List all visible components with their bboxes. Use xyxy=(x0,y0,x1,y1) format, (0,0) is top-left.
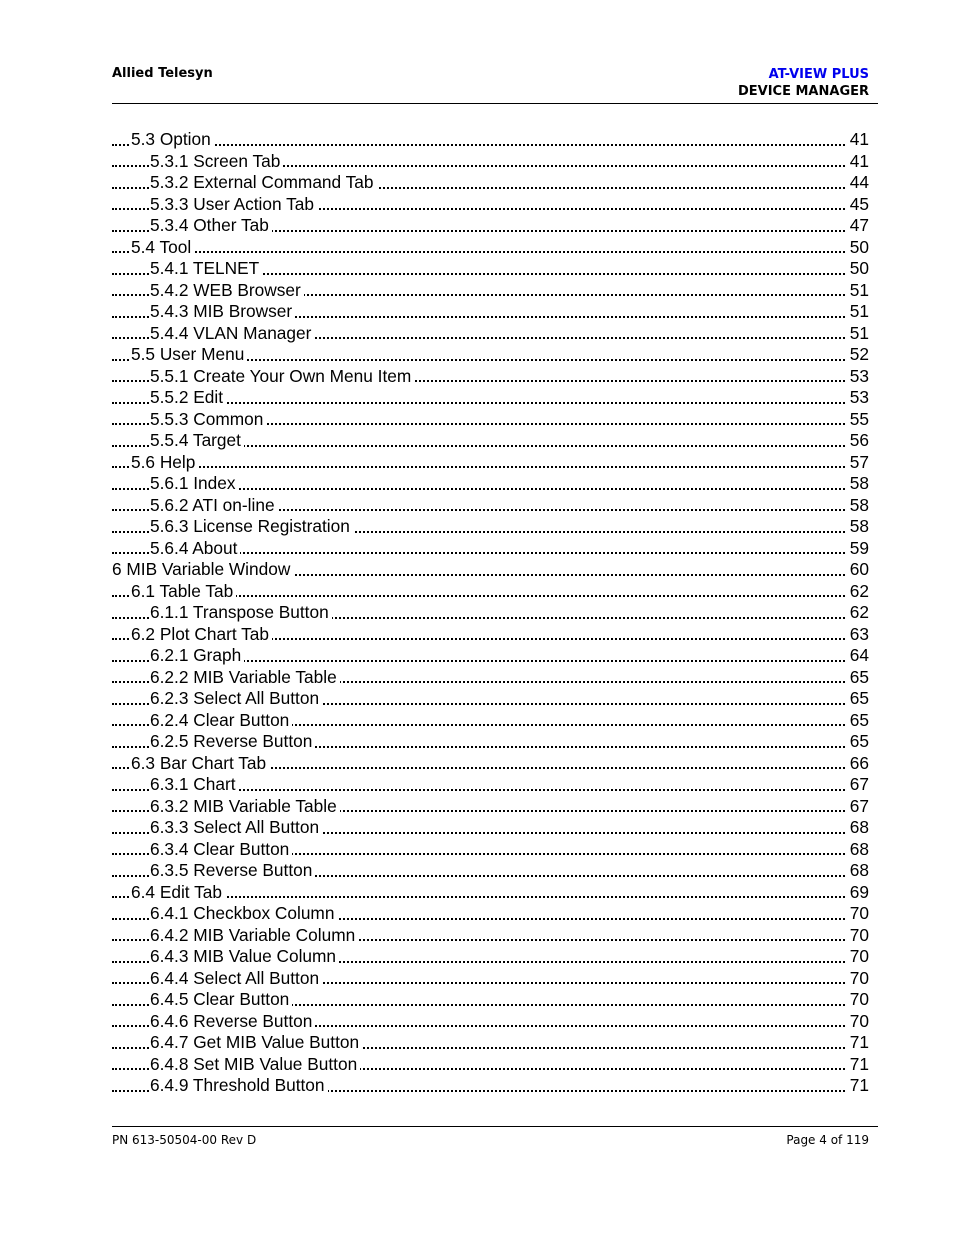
part-number: PN 613-50504-00 Rev D xyxy=(112,1133,257,1147)
toc-entry-page: 70 xyxy=(846,946,869,968)
toc-entry-page: 68 xyxy=(846,817,869,839)
toc-entry-page: 66 xyxy=(846,753,869,775)
toc-entry[interactable] xyxy=(112,710,869,732)
toc-entry-label: 6 MIB Variable Window xyxy=(112,559,293,579)
toc-entry-label: 5.5.3 Common xyxy=(150,409,266,429)
toc-entry-page: 44 xyxy=(846,172,869,194)
toc-entry[interactable] xyxy=(112,452,869,474)
toc-entry[interactable] xyxy=(112,774,869,796)
toc-entry-label: 5.5.2 Edit xyxy=(150,387,226,407)
toc-entry[interactable] xyxy=(112,581,869,603)
toc-entry[interactable] xyxy=(112,323,869,345)
toc-entry[interactable] xyxy=(112,839,869,861)
toc-entry-page: 70 xyxy=(846,903,869,925)
toc-entry[interactable] xyxy=(112,1011,869,1033)
toc-entry-label: 5.3.2 External Command Tab xyxy=(150,172,377,192)
toc-entry[interactable] xyxy=(112,172,869,194)
toc-entry[interactable] xyxy=(112,731,869,753)
toc-entry-page: 65 xyxy=(846,731,869,753)
toc-entry-page: 71 xyxy=(846,1075,869,1097)
toc-entry-page: 71 xyxy=(846,1054,869,1076)
toc-entry[interactable] xyxy=(112,258,869,280)
toc-entry[interactable] xyxy=(112,903,869,925)
table-of-contents xyxy=(112,129,869,1097)
toc-entry[interactable] xyxy=(112,151,869,173)
toc-entry-label: 5.3.1 Screen Tab xyxy=(150,151,283,171)
toc-entry-label: 6.4.9 Threshold Button xyxy=(150,1075,328,1095)
toc-entry-page: 41 xyxy=(846,129,869,151)
toc-entry[interactable] xyxy=(112,559,869,581)
toc-entry-label: 5.6 Help xyxy=(131,452,198,472)
toc-entry-page: 70 xyxy=(846,1011,869,1033)
toc-entry-label: 6.3.4 Clear Button xyxy=(150,839,292,859)
toc-entry-label: 6.3.1 Chart xyxy=(150,774,239,794)
toc-entry-label: 6.3.2 MIB Variable Table xyxy=(150,796,340,816)
toc-entry[interactable] xyxy=(112,366,869,388)
toc-entry-label: 6.1.1 Transpose Button xyxy=(150,602,332,622)
toc-leader-dots xyxy=(112,896,869,898)
toc-entry-page: 53 xyxy=(846,387,869,409)
toc-entry-page: 41 xyxy=(846,151,869,173)
toc-leader-dots xyxy=(112,144,869,146)
toc-entry-label: 5.4 Tool xyxy=(131,237,194,257)
toc-entry[interactable] xyxy=(112,817,869,839)
toc-entry[interactable] xyxy=(112,602,869,624)
toc-entry-page: 67 xyxy=(846,796,869,818)
toc-entry-page: 55 xyxy=(846,409,869,431)
product-subtitle: DEVICE MANAGER xyxy=(737,84,869,99)
toc-entry-page: 62 xyxy=(846,602,869,624)
toc-entry-page: 51 xyxy=(846,323,869,345)
toc-entry-label: 6.4.3 MIB Value Column xyxy=(150,946,339,966)
toc-entry[interactable] xyxy=(112,860,869,882)
toc-entry[interactable] xyxy=(112,301,869,323)
toc-entry-label: 6.2.4 Clear Button xyxy=(150,710,292,730)
toc-entry[interactable] xyxy=(112,538,869,560)
toc-entry-label: 6.4.5 Clear Button xyxy=(150,989,292,1009)
toc-entry-page: 65 xyxy=(846,710,869,732)
toc-entry-label: 6.4.6 Reverse Button xyxy=(150,1011,315,1031)
toc-entry[interactable] xyxy=(112,688,869,710)
toc-entry-label: 6.3.5 Reverse Button xyxy=(150,860,315,880)
toc-entry[interactable] xyxy=(112,473,869,495)
toc-entry-label: 6.3.3 Select All Button xyxy=(150,817,322,837)
toc-entry[interactable] xyxy=(112,516,869,538)
toc-entry-label: 5.3 Option xyxy=(131,129,214,149)
toc-entry[interactable] xyxy=(112,495,869,517)
toc-entry-label: 6.1 Table Tab xyxy=(131,581,236,601)
toc-entry-label: 6.4.7 Get MIB Value Button xyxy=(150,1032,362,1052)
toc-entry-label: 5.4.1 TELNET xyxy=(150,258,262,278)
toc-entry-label: 6.2.5 Reverse Button xyxy=(150,731,315,751)
toc-entry[interactable] xyxy=(112,624,869,646)
toc-entry-label: 6.4.4 Select All Button xyxy=(150,968,322,988)
toc-entry-label: 6.4.1 Checkbox Column xyxy=(150,903,337,923)
toc-entry-label: 5.4.3 MIB Browser xyxy=(150,301,295,321)
toc-entry-label: 5.5 User Menu xyxy=(131,344,247,364)
toc-entry-page: 58 xyxy=(846,473,869,495)
toc-entry[interactable] xyxy=(112,753,869,775)
toc-entry[interactable] xyxy=(112,129,869,151)
toc-entry-page: 51 xyxy=(846,301,869,323)
toc-entry[interactable] xyxy=(112,1054,869,1076)
toc-entry-page: 52 xyxy=(846,344,869,366)
toc-entry-page: 58 xyxy=(846,516,869,538)
toc-entry-label: 5.5.1 Create Your Own Menu Item xyxy=(150,366,414,386)
toc-entry-page: 57 xyxy=(846,452,869,474)
toc-entry[interactable] xyxy=(112,237,869,259)
toc-entry[interactable] xyxy=(112,882,869,904)
toc-entry-page: 70 xyxy=(846,925,869,947)
toc-entry-page: 59 xyxy=(846,538,869,560)
toc-entry-label: 5.4.4 VLAN Manager xyxy=(150,323,314,343)
footer-rule xyxy=(112,1126,878,1127)
toc-leader-dots xyxy=(112,466,869,468)
toc-entry-label: 5.5.4 Target xyxy=(150,430,244,450)
header-product-block xyxy=(738,66,869,100)
toc-entry-label: 6.4.2 MIB Variable Column xyxy=(150,925,358,945)
toc-entry-page: 56 xyxy=(846,430,869,452)
toc-entry-page: 45 xyxy=(846,194,869,216)
toc-entry-page: 67 xyxy=(846,774,869,796)
toc-entry[interactable] xyxy=(112,667,869,689)
toc-entry[interactable] xyxy=(112,280,869,302)
toc-entry-page: 47 xyxy=(846,215,869,237)
toc-entry-page: 71 xyxy=(846,1032,869,1054)
toc-entry[interactable] xyxy=(112,215,869,237)
toc-entry-page: 50 xyxy=(846,258,869,280)
toc-entry-label: 5.6.1 Index xyxy=(150,473,239,493)
toc-entry-page: 58 xyxy=(846,495,869,517)
toc-entry-label: 6.2 Plot Chart Tab xyxy=(131,624,272,644)
toc-entry-label: 6.4.8 Set MIB Value Button xyxy=(150,1054,360,1074)
toc-entry-label: 5.6.4 About xyxy=(150,538,240,558)
toc-entry-label: 6.3 Bar Chart Tab xyxy=(131,753,269,773)
toc-entry-label: 5.4.2 WEB Browser xyxy=(150,280,304,300)
toc-entry-label: 6.4 Edit Tab xyxy=(131,882,225,902)
toc-entry-page: 65 xyxy=(846,688,869,710)
toc-entry-page: 63 xyxy=(846,624,869,646)
toc-entry[interactable] xyxy=(112,925,869,947)
toc-entry[interactable] xyxy=(112,1075,869,1097)
toc-entry-page: 70 xyxy=(846,968,869,990)
toc-entry[interactable] xyxy=(112,946,869,968)
toc-entry-page: 62 xyxy=(846,581,869,603)
toc-entry[interactable] xyxy=(112,430,869,452)
toc-entry[interactable] xyxy=(112,1032,869,1054)
toc-entry[interactable] xyxy=(112,194,869,216)
toc-entry-page: 69 xyxy=(846,882,869,904)
company-name: Allied Telesyn xyxy=(112,66,213,81)
toc-entry[interactable] xyxy=(112,989,869,1011)
toc-entry[interactable] xyxy=(112,387,869,409)
toc-entry[interactable] xyxy=(112,645,869,667)
toc-entry-label: 6.2.1 Graph xyxy=(150,645,244,665)
toc-entry[interactable] xyxy=(112,409,869,431)
toc-entry-page: 50 xyxy=(846,237,869,259)
toc-entry-page: 64 xyxy=(846,645,869,667)
toc-entry-label: 5.3.4 Other Tab xyxy=(150,215,272,235)
toc-entry-page: 68 xyxy=(846,839,869,861)
toc-entry-label: 5.6.2 ATI on-line xyxy=(150,495,278,515)
toc-entry-page: 70 xyxy=(846,989,869,1011)
toc-entry-page: 60 xyxy=(846,559,869,581)
toc-entry[interactable] xyxy=(112,796,869,818)
toc-entry-label: 6.2.3 Select All Button xyxy=(150,688,322,708)
toc-leader-dots xyxy=(112,251,869,253)
toc-entry-label: 5.3.3 User Action Tab xyxy=(150,194,317,214)
page-indicator: Page 4 of 119 xyxy=(786,1133,869,1147)
toc-entry-page: 65 xyxy=(846,667,869,689)
header-rule xyxy=(112,103,878,104)
toc-entry[interactable] xyxy=(112,968,869,990)
toc-entry-page: 51 xyxy=(846,280,869,302)
toc-entry-page: 68 xyxy=(846,860,869,882)
product-title: AT-VIEW PLUS xyxy=(768,67,869,82)
toc-entry-label: 5.6.3 License Registration xyxy=(150,516,353,536)
toc-entry[interactable] xyxy=(112,344,869,366)
toc-entry-page: 53 xyxy=(846,366,869,388)
toc-entry-label: 6.2.2 MIB Variable Table xyxy=(150,667,340,687)
